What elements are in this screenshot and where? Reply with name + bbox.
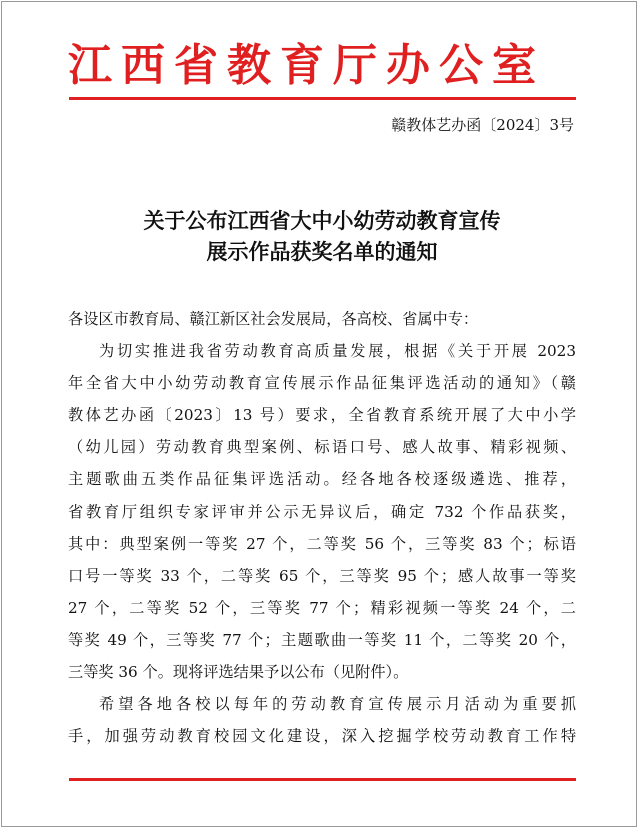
body-line: 等奖 49 个，三等奖 77 个；主题歌曲一等奖 11 个，二等奖 20 个， <box>68 630 576 649</box>
header-red-rule <box>69 97 576 100</box>
body-line: 年全省大中小幼劳动教育宣传展示作品征集评选活动的通知》（赣 <box>68 374 576 393</box>
body-line: 其中：典型案例一等奖 27 个，二等奖 56 个，三等奖 83 个；标语 <box>68 534 576 553</box>
body-line: 三等奖 36 个。现将评选结果予以公布（见附件）。 <box>68 663 409 682</box>
office-name-header: 江西省教育厅办公室 <box>68 40 545 91</box>
body-line: 主题歌曲五类作品征集评选活动。经各地各校逐级遴选、推荐， <box>68 470 576 489</box>
salutation: 各设区市教育局、赣江新区社会发展局，各高校、省属中专： <box>68 310 479 328</box>
body-line: （幼儿园）劳动教育典型案例、标语口号、感人故事、精彩视频、 <box>68 438 576 457</box>
body-line: 为切实推进我省劳动教育高质量发展，根据《关于开展 2023 <box>99 342 576 361</box>
body-line: 手，加强劳动教育校园文化建设，深入挖掘学校劳动教育工作特 <box>68 727 576 746</box>
notice-body <box>68 303 576 752</box>
body-line: 希望各地各校以每年的劳动教育宣传展示月活动为重要抓 <box>99 695 576 714</box>
body-line: 27 个，二等奖 52 个，三等奖 77 个；精彩视频一等奖 24 个，二 <box>68 598 576 617</box>
body-line: 教体艺办函〔2023〕13 号）要求，全省教育系统开展了大中小学 <box>68 406 576 425</box>
document-number: 赣教体艺办函〔2024〕3号 <box>391 116 574 134</box>
footer-red-rule <box>69 778 576 781</box>
notice-title <box>68 205 576 267</box>
notice-title-line: 关于公布江西省大中小幼劳动教育宣传 <box>143 208 501 233</box>
body-line: 口号一等奖 33 个，二等奖 65 个，三等奖 95 个；感人故事一等奖 <box>68 566 576 585</box>
notice-title-line: 展示作品获奖名单的通知 <box>206 239 438 264</box>
body-line: 省教育厅组织专家评审并公示无异议后，确定 732 个作品获奖， <box>68 502 576 521</box>
